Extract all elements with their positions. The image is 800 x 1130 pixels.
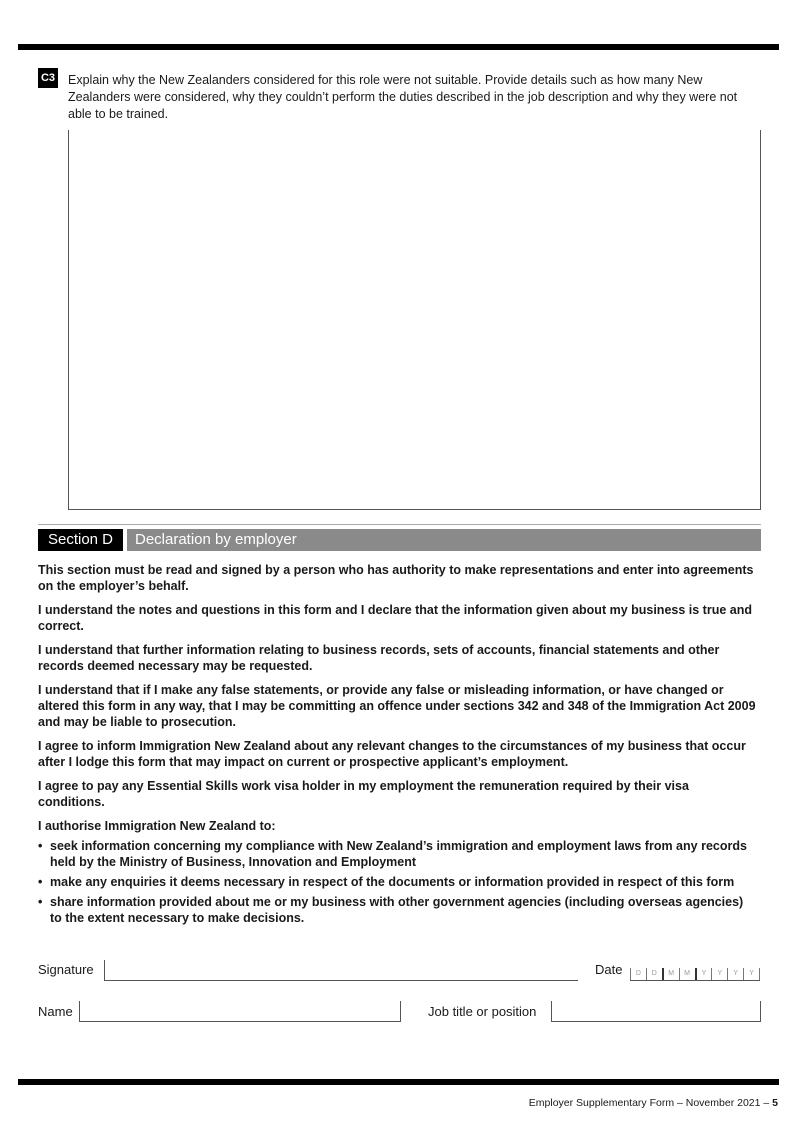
job-title-label: Job title or position	[428, 1004, 537, 1019]
declaration-authority: This section must be read and signed by a person who has authority to make representations and enter into agreements on the employer’s behalf.	[38, 563, 754, 593]
declaration-remuneration: I agree to pay any Essential Skills work visa holder in my employment the remuneration required by their visa conditions.	[38, 779, 689, 809]
question-text: Explain why the New Zealanders considered for this role were not suitable. Provide details such as how many New Zealanders were considered, why they couldn’t perform the duties described in the job description and why they were not able to be trained.	[68, 73, 738, 121]
declaration-inform-changes: I agree to inform Immigration New Zealand about any relevant changes to the circumstances of my business that occur after I lodge this form that may impact on current or prospective applicant’s employment.	[38, 739, 746, 769]
footer-text: Employer Supplementary Form – November 2021 –	[528, 1097, 770, 1109]
section-divider	[38, 524, 761, 525]
top-rule	[18, 44, 779, 50]
name-label: Name	[38, 1004, 73, 1019]
date-cell-day-2: D	[646, 968, 662, 980]
declaration-records: I understand that further information relating to business records, sets of accounts, financial statements and other records deemed necessary may be requested.	[38, 643, 720, 673]
list-item: • seek information concerning my compliance with New Zealand’s immigration and employment laws from any records held by the Ministry of Business, Innovation and Employment	[38, 839, 747, 869]
page-footer	[529, 1097, 778, 1109]
question-number-badge: C3	[38, 68, 58, 88]
section-label: Section D	[38, 529, 123, 551]
date-cell-year-3: Y	[727, 968, 743, 980]
declaration-true-correct: I understand the notes and questions in this form and I declare that the information given about my business is true and correct.	[38, 603, 752, 633]
date-cell-month-1: M	[662, 968, 679, 980]
declaration-authorise: I authorise Immigration New Zealand to:	[38, 819, 276, 833]
page-number: 5	[772, 1097, 778, 1109]
name-field[interactable]	[79, 1001, 401, 1022]
declaration-false-statements: I understand that if I make any false statements, or provide any false or misleading information, or have changed or altered this form in any way, that I may be committing an offence under sections 342 and 348 of the Immigration Act 2009 and may be liable to prosecution.	[38, 683, 756, 729]
date-cell-year-2: Y	[711, 968, 727, 980]
date-field[interactable]	[630, 962, 760, 981]
bottom-rule	[18, 1079, 779, 1085]
signature-label: Signature	[38, 962, 94, 977]
section-title: Declaration by employer	[127, 529, 761, 551]
job-title-field[interactable]	[551, 1001, 761, 1022]
signature-field[interactable]	[104, 960, 578, 981]
date-cell-year-4: Y	[743, 968, 760, 980]
date-cell-day-1: D	[630, 968, 646, 980]
date-label: Date	[595, 962, 623, 977]
date-cell-year-1: Y	[695, 968, 712, 980]
answer-textarea[interactable]	[68, 130, 761, 510]
list-item: • make any enquiries it deems necessary in respect of the documents or information provided in respect of this form	[38, 875, 735, 889]
date-cell-month-2: M	[679, 968, 695, 980]
authorisation-list	[38, 838, 758, 930]
list-item: • share information provided about me or my business with other government agencies (including overseas agencies) to the extent necessary to make decisions.	[38, 895, 744, 925]
